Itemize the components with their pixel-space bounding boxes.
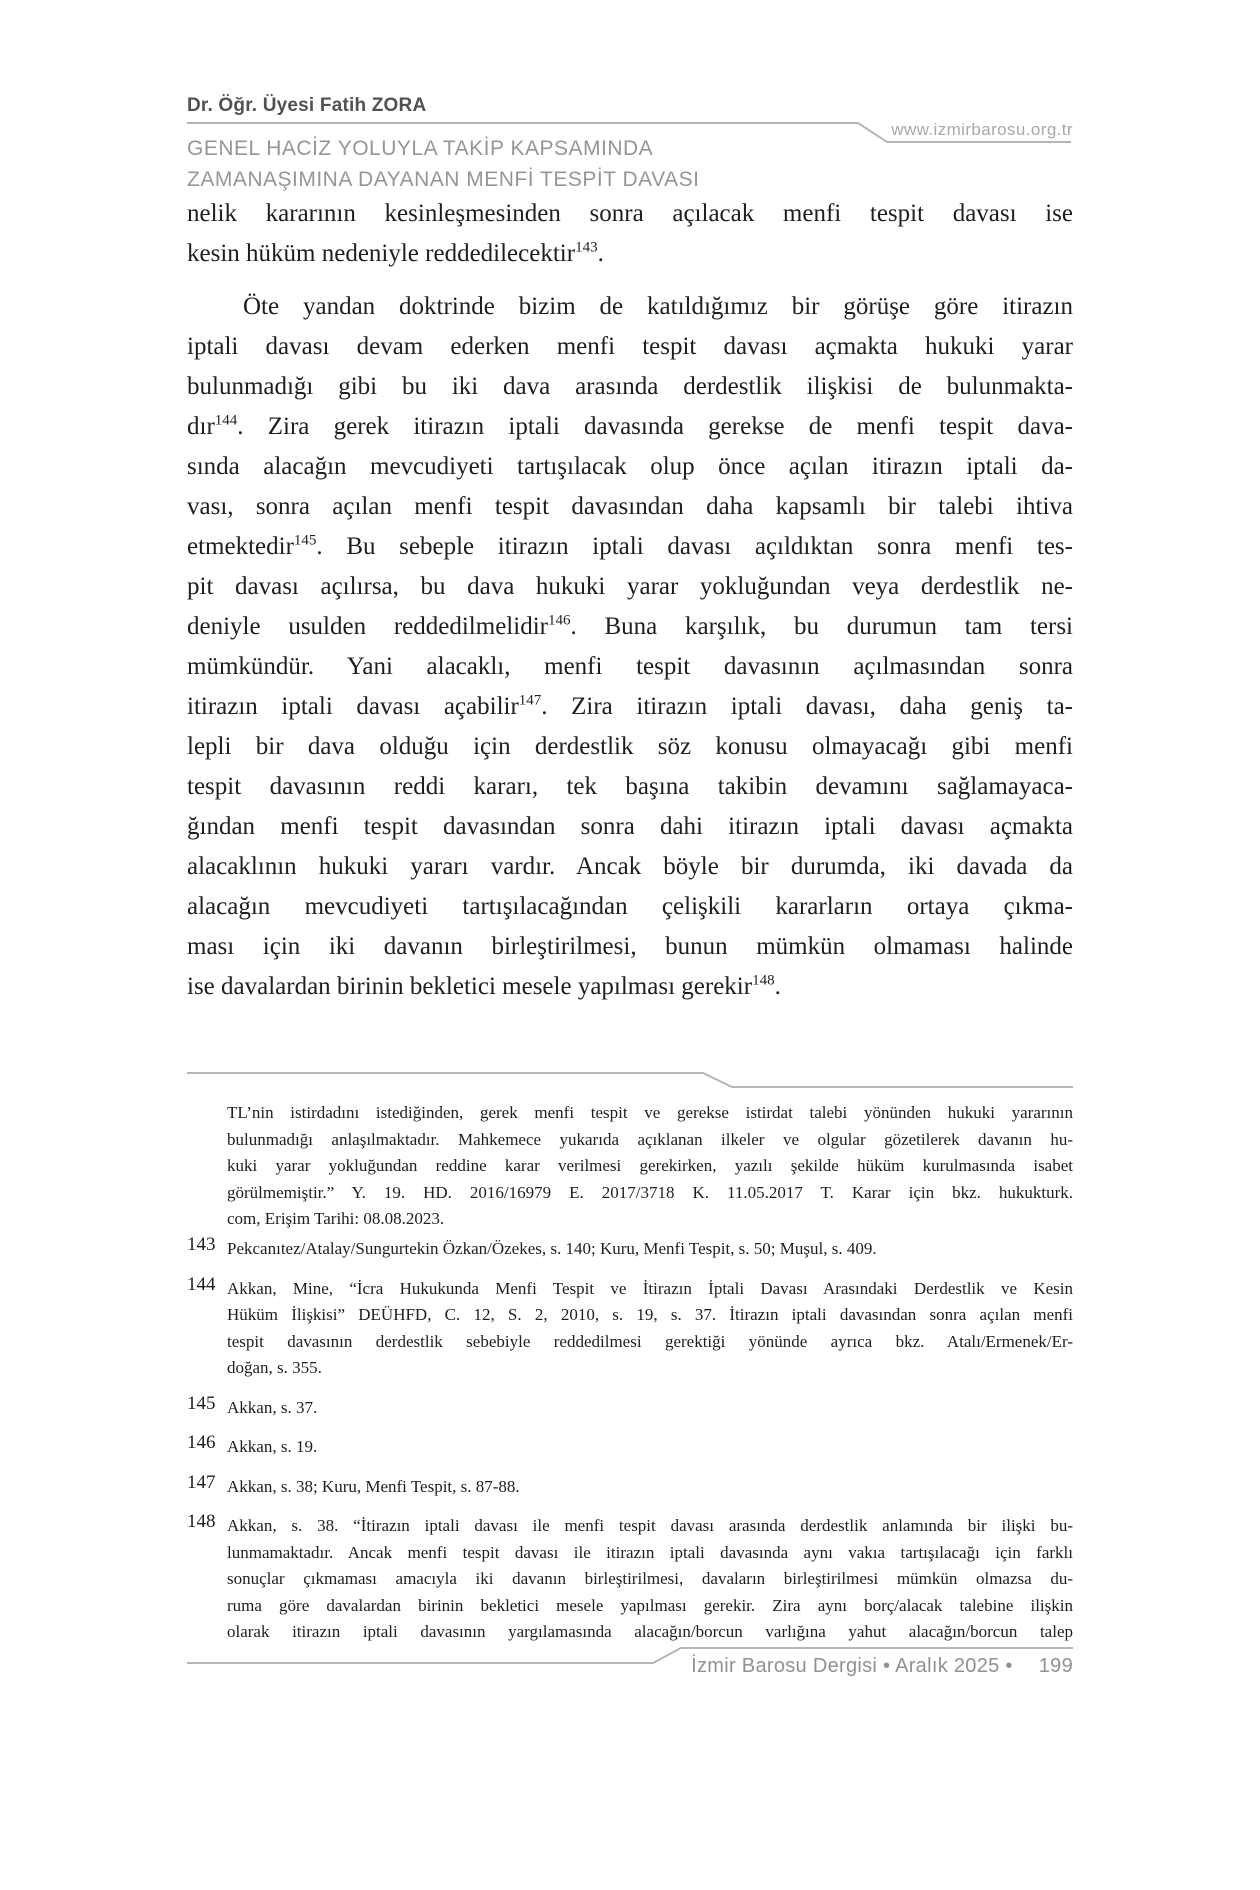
article-title-line2: ZAMANAŞIMINA DAYANAN MENFİ TESPİT DAVASI <box>187 168 700 191</box>
footnote-number: 143 <box>187 1234 216 1255</box>
footnote-item <box>187 1273 1073 1382</box>
footnote-number: 144 <box>187 1273 216 1295</box>
paragraph <box>187 287 1073 1007</box>
author-name: Dr. Öğr. Üyesi Fatih ZORA <box>187 95 427 116</box>
journal-name: İzmir Barosu Dergisi • Aralık 2025 • <box>691 1655 1013 1677</box>
body-line: kesin hüküm nedeniyle reddedilecektir$^{143}$. <box>187 239 604 267</box>
fn-line: sonuçlar çıkmaması amacıyla iki davanın birleştirilmesi, davaların birleştirilmesi mümkün olmazsa du- <box>227 1569 1073 1588</box>
body-line: etmektedir$^{145}$. Bu sebeple itirazın iptali davası açıldıktan sonra menfi tes- <box>187 532 1073 560</box>
page-footer <box>691 1653 1073 1679</box>
body-line: alacağın mevcudiyeti tartışılacağından çelişkili kararların ortaya çıkma- <box>187 893 1073 920</box>
body-line: lepli bir dava olduğu için derdestlik söz konusu olmayacağı gibi menfi <box>187 733 1073 760</box>
body-line: tespit davasının reddi kararı, tek başına takibin devamını sağlamayaca- <box>187 773 1073 800</box>
footnote-ref: 144 <box>214 412 238 429</box>
footnote-separator-rule <box>187 1073 1073 1087</box>
article-title <box>187 133 699 195</box>
footnote-number: 148 <box>187 1511 216 1532</box>
footnote-item <box>187 1513 1073 1646</box>
body-line: iptali davası devam ederken menfi tespit davası açmakta hukuki yarar <box>187 333 1073 360</box>
fn-line: Hüküm İlişkisi” DEÜHFD, C. 12, S. 2, 2010, s. 19, s. 37. İtirazın iptali davasından sonra açılan menfi <box>227 1305 1073 1324</box>
footnote-number: 147 <box>187 1471 216 1493</box>
footnote-ref: 145 <box>293 532 317 549</box>
fn-line: ruma göre davalardan birinin bekletici mesele yapılması gerekir. Zira aynı borç/alacak talebine ilişkin <box>227 1595 1073 1615</box>
footnote-ref: 147 <box>518 692 542 709</box>
footnote-ref: 143 <box>575 239 598 256</box>
fn-line: görülmemiştir.” Y. 19. HD. 2016/16979 E. 2017/3718 K. 11.05.2017 T. Karar için bkz. hukukturk. <box>227 1182 1073 1202</box>
fn-line: Akkan, s. 38; Kuru, Menfi Tespit, s. 87-88. <box>227 1476 520 1496</box>
body-line: deniyle usulden reddedilmelidir$^{146}$. Buna karşılık, bu durumun tam tersi <box>187 612 1074 640</box>
footnote-number: 145 <box>187 1392 216 1414</box>
footnote-item <box>187 1434 1073 1461</box>
fn-line: Akkan, s. 37. <box>227 1397 318 1417</box>
footnote-ref: 148 <box>752 972 775 989</box>
body-line: bulunmadığı gibi bu iki dava arasında derdestlik ilişkisi de bulunmakta- <box>187 373 1073 400</box>
footnote-item <box>187 1236 1073 1263</box>
fn-line: bulunmadığı anlaşılmaktadır. Mahkemece yukarıda açıklanan ilkeler ve olgular gözetilerek davanın hu- <box>227 1129 1073 1149</box>
fn-line: TL’nin istirdadını istediğinden, gerek menfi tespit ve gerekse istirdat talebi yönünden hukuki yararının <box>227 1103 1073 1122</box>
body-line: nelik kararının kesinleşmesinden sonra açılacak menfi tespit davası ise <box>187 200 1073 227</box>
body-line: Öte yandan doktrinde bizim de katıldığımız bir görüşe göre itirazın <box>243 293 1073 320</box>
page-number: 199 <box>1038 1655 1073 1677</box>
fn-line: kuki yarar yokluğundan reddine karar verilmesi gerekirken, yazılı şekilde hüküm kurulmasında isabet <box>227 1156 1073 1175</box>
body-line: sında alacağın mevcudiyeti tartışılacak olup önce açılan itirazın iptali da- <box>187 453 1073 480</box>
footnote-number: 146 <box>187 1432 216 1453</box>
fn-line: Akkan, s. 19. <box>227 1437 318 1456</box>
website-url: www.izmirbarosu.org.tr <box>891 120 1073 139</box>
fn-line: Akkan, s. 38. “İtirazın iptali davası ile menfi tespit davası arasında derdestlik anlamında bir ilişki bu- <box>227 1516 1073 1535</box>
body-line: pit davası açılırsa, bu dava hukuki yarar yokluğundan veya derdestlik ne- <box>187 573 1073 600</box>
footnote-list <box>187 1236 1073 1659</box>
body-line: vası, sonra açılan menfi tespit davasından daha kapsamlı bir talebi ihtiva <box>187 493 1073 520</box>
fn-line: doğan, s. 355. <box>227 1358 322 1377</box>
footnote-item <box>187 1471 1073 1501</box>
body-line: ğından menfi tespit davasından sonra dahi itirazın iptali davası açmakta <box>187 813 1073 840</box>
body-line: mümkündür. Yani alacaklı, menfi tespit davasının açılmasından sonra <box>187 653 1073 680</box>
body-text <box>187 194 1073 1007</box>
article-title-line1: GENEL HACİZ YOLUYLA TAKİP KAPSAMINDA <box>187 137 654 160</box>
body-line: itirazın iptali davası açabilir$^{147}$. Zira itirazın iptali davası, daha geniş ta- <box>187 692 1073 720</box>
body-line: alacaklının hukuki yararı vardır. Ancak böyle bir durumda, iki davada da <box>187 853 1073 880</box>
fn-line: Pekcanıtez/Atalay/Sungurtekin Özkan/Özekes, s. 140; Kuru, Menfi Tespit, s. 50; Muşul, s. 409. <box>227 1239 877 1258</box>
footnote-item <box>187 1392 1073 1422</box>
body-line: ise davalardan birinin bekletici mesele yapılması gerekir$^{148}$. <box>187 972 781 1000</box>
body-line: dır$^{144}$. Zira gerek itirazın iptali davasında gerekse de menfi tespit dava- <box>187 412 1073 440</box>
body-line: ması için iki davanın birleştirilmesi, bunun mümkün olmaması halinde <box>187 933 1073 960</box>
fn-line: Akkan, Mine, “İcra Hukukunda Menfi Tespit ve İtirazın İptali Davası Arasındaki Derdestlik ve Kesin <box>227 1278 1073 1298</box>
paragraph <box>187 194 1073 274</box>
fn-line: lunmamaktadır. Ancak menfi tespit davası ile itirazın iptali davasında aynı vakıa tartışılacağı için farklı <box>227 1542 1073 1562</box>
fn-line: olarak itirazın iptali davasının yargılamasında alacağın/borcun varlığına yahut alacağın/borcun talep <box>227 1622 1073 1641</box>
fn-line: tespit davasının derdestlik sebebiyle reddedilmesi gerektiği yönünde ayrıca bkz. Atalı/Ermenek/Er- <box>227 1331 1073 1351</box>
footnote-ref: 146 <box>547 612 571 629</box>
fn-line: com, Erişim Tarihi: 08.08.2023. <box>227 1209 445 1228</box>
footnote-continuation <box>227 1100 1073 1233</box>
